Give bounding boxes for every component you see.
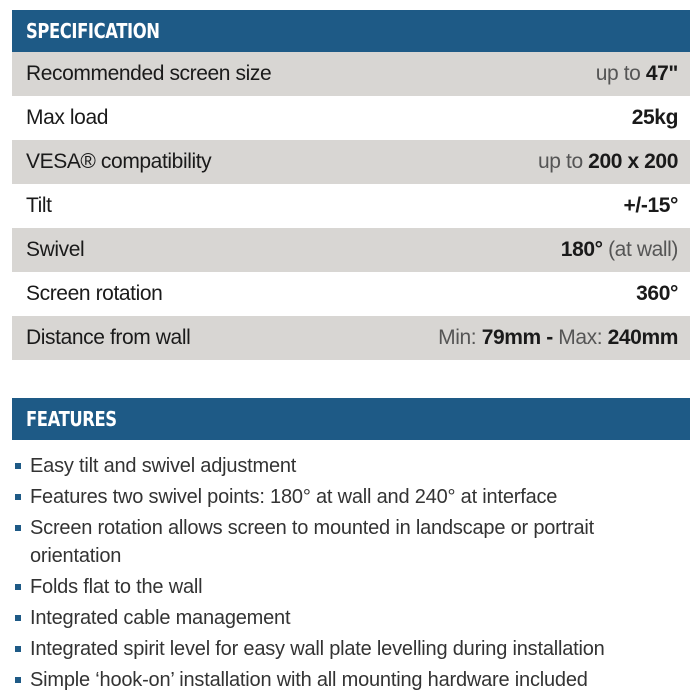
spec-value: +/-15° <box>623 194 678 217</box>
spec-row-screen-size <box>12 52 690 96</box>
spec-row-max-load <box>12 96 690 140</box>
spec-value: up to 47" <box>595 62 678 85</box>
spec-value: 25kg <box>631 106 678 129</box>
spec-label: Max load <box>26 106 109 129</box>
specification-title: SPECIFICATION <box>26 19 160 43</box>
spec-value: Min: 79mm - Max: 240mm <box>438 326 678 349</box>
spec-value: 180° (at wall) <box>560 238 678 261</box>
spec-row-screen-rotation <box>12 272 690 316</box>
feature-item: Features two swivel points: 180° at wall and 240° at interface <box>14 483 694 511</box>
feature-item: Screen rotation allows screen to mounted in landscape or portrait orientation <box>14 514 620 570</box>
spec-row-tilt <box>12 184 690 228</box>
features-list <box>14 452 694 697</box>
spec-label: Swivel <box>26 238 85 261</box>
specification-header <box>12 10 690 52</box>
spec-row-vesa <box>12 140 690 184</box>
feature-item: Folds flat to the wall <box>14 573 694 601</box>
spec-label: Screen rotation <box>26 282 163 305</box>
features-header <box>12 398 690 440</box>
spec-label: Tilt <box>26 194 52 217</box>
spec-label: Distance from wall <box>26 326 191 349</box>
features-title: FEATURES <box>26 407 117 431</box>
spec-label: VESA® compatibility <box>26 150 212 173</box>
feature-item: Integrated cable management <box>14 604 694 632</box>
spec-value: 360° <box>636 282 678 305</box>
feature-item: Easy tilt and swivel adjustment <box>14 452 694 480</box>
spec-label: Recommended screen size <box>26 62 272 85</box>
feature-item: Simple ‘hook-on’ installation with all mounting hardware included <box>14 666 694 694</box>
specification-table <box>12 52 690 360</box>
spec-value: up to 200 x 200 <box>538 150 678 173</box>
feature-item: Integrated spirit level for easy wall plate levelling during installation <box>14 635 694 663</box>
spec-row-distance-from-wall <box>12 316 690 360</box>
spec-row-swivel <box>12 228 690 272</box>
